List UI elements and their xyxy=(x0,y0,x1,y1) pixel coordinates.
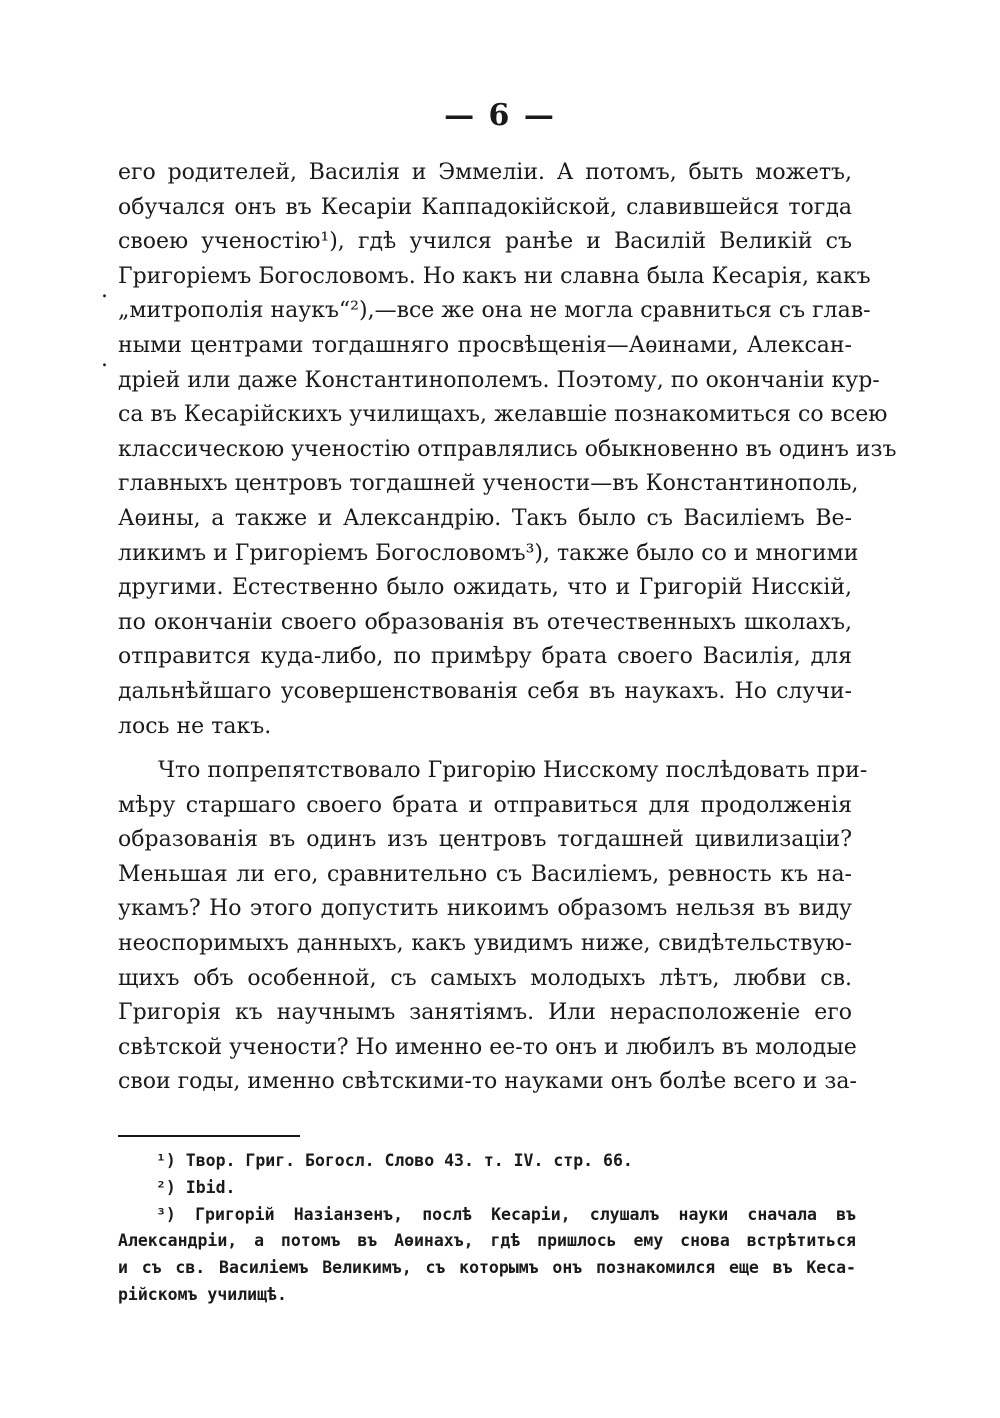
text-line: Григорія къ научнымъ занятіямъ. Или нерасположеніе его xyxy=(118,1000,852,1026)
text-line: мѣру старшаго своего брата и отправиться для продолженія xyxy=(118,792,852,818)
text-line: его родителей, Василія и Эммеліи. А потомъ, быть можетъ, xyxy=(118,160,852,185)
text-line: свѣтской учености? Но именно ее-то онъ и любилъ въ молодые xyxy=(118,1034,857,1060)
margin-mark: . xyxy=(101,347,108,372)
text-line: щихъ объ особенной, съ самыхъ молодыхъ лѣтъ, любви св. xyxy=(118,965,852,991)
text-line: ными центрами тогдашняго просвѣщенія—Аѳинами, Алексан- xyxy=(118,332,852,358)
footnote-line: ³) Григорій Назіанзенъ, послѣ Кесаріи, слушалъ науки сначала въ xyxy=(156,1204,856,1224)
footnote-line: ¹) Твор. Григ. Богосл. Слово 43. т. IV. стр. 66. xyxy=(156,1151,633,1170)
footnote-line: ²) Ibid. xyxy=(156,1177,236,1197)
text-line: дріей или даже Константинополемъ. Поэтому, по окончаніи кур- xyxy=(118,367,880,393)
margin-mark: . xyxy=(101,278,108,303)
text-line: обучался онъ въ Кесаріи Каппадокійской, славившейся тогда xyxy=(118,194,852,220)
main-text xyxy=(118,156,897,1100)
text-line: ликимъ и Григоріемъ Богословомъ³), также было со и многими xyxy=(118,540,859,566)
footnotes xyxy=(118,1148,856,1309)
text-line: „митрополія наукъ“²),—все же она не могла сравниться съ глав- xyxy=(118,298,871,324)
text-line: неоспоримыхъ данныхъ, какъ увидимъ ниже, свидѣтельствую- xyxy=(118,931,852,957)
text-line: Что попрепятствовало Григорію Нисскому послѣдовать при- xyxy=(158,758,868,784)
text-line: укамъ? Но этого допустить никоимъ образомъ нельзя въ виду xyxy=(118,896,852,922)
text-line: Григоріемъ Богословомъ. Но какъ ни славна была Кесарія, какъ xyxy=(118,263,871,289)
footnote-line: рійскомъ училищѣ. xyxy=(118,1284,287,1304)
text-line: классическою ученостію отправлялись обыкновенно въ одинъ изъ xyxy=(118,436,897,462)
text-line: дальнѣйшаго усовершенствованія себя въ наукахъ. Но случи- xyxy=(118,678,852,704)
footnote-separator xyxy=(118,1135,300,1137)
text-line: Аѳины, а также и Александрію. Такъ было съ Василіемъ Ве- xyxy=(118,505,852,531)
text-line: са въ Кесарійскихъ училищахъ, желавшіе познакомиться со всею xyxy=(118,402,888,428)
page-number: — 6 — xyxy=(444,98,556,133)
footnote-line: и съ св. Василіемъ Великимъ, съ которымъ онъ познакомился еще въ Кеса- xyxy=(118,1258,856,1278)
text-line: по окончаніи своего образованія въ отечественныхъ школахъ, xyxy=(118,609,852,635)
text-line: лось не такъ. xyxy=(118,713,272,739)
text-line: своею ученостію¹), гдѣ учился ранѣе и Василій Великій съ xyxy=(118,229,852,255)
text-line: главныхъ центровъ тогдашней учености—въ Константинополь, xyxy=(118,471,859,497)
text-line: Меньшая ли его, сравнительно съ Василіемъ, ревность къ на- xyxy=(118,861,852,887)
text-line: образованія въ одинъ изъ центровъ тогдашней цивилизаціи? xyxy=(118,827,852,853)
text-line: свои годы, именно свѣтскими-то науками онъ болѣе всего и за- xyxy=(118,1069,857,1095)
footnote-line: Александріи, а потомъ въ Аѳинахъ, гдѣ пришлось ему снова встрѣтиться xyxy=(118,1231,856,1251)
text-line: отправится куда-либо, по примѣру брата своего Василія, для xyxy=(118,644,852,670)
text-line: другими. Естественно было ожидать, что и Григорій Нисскій, xyxy=(118,575,852,601)
